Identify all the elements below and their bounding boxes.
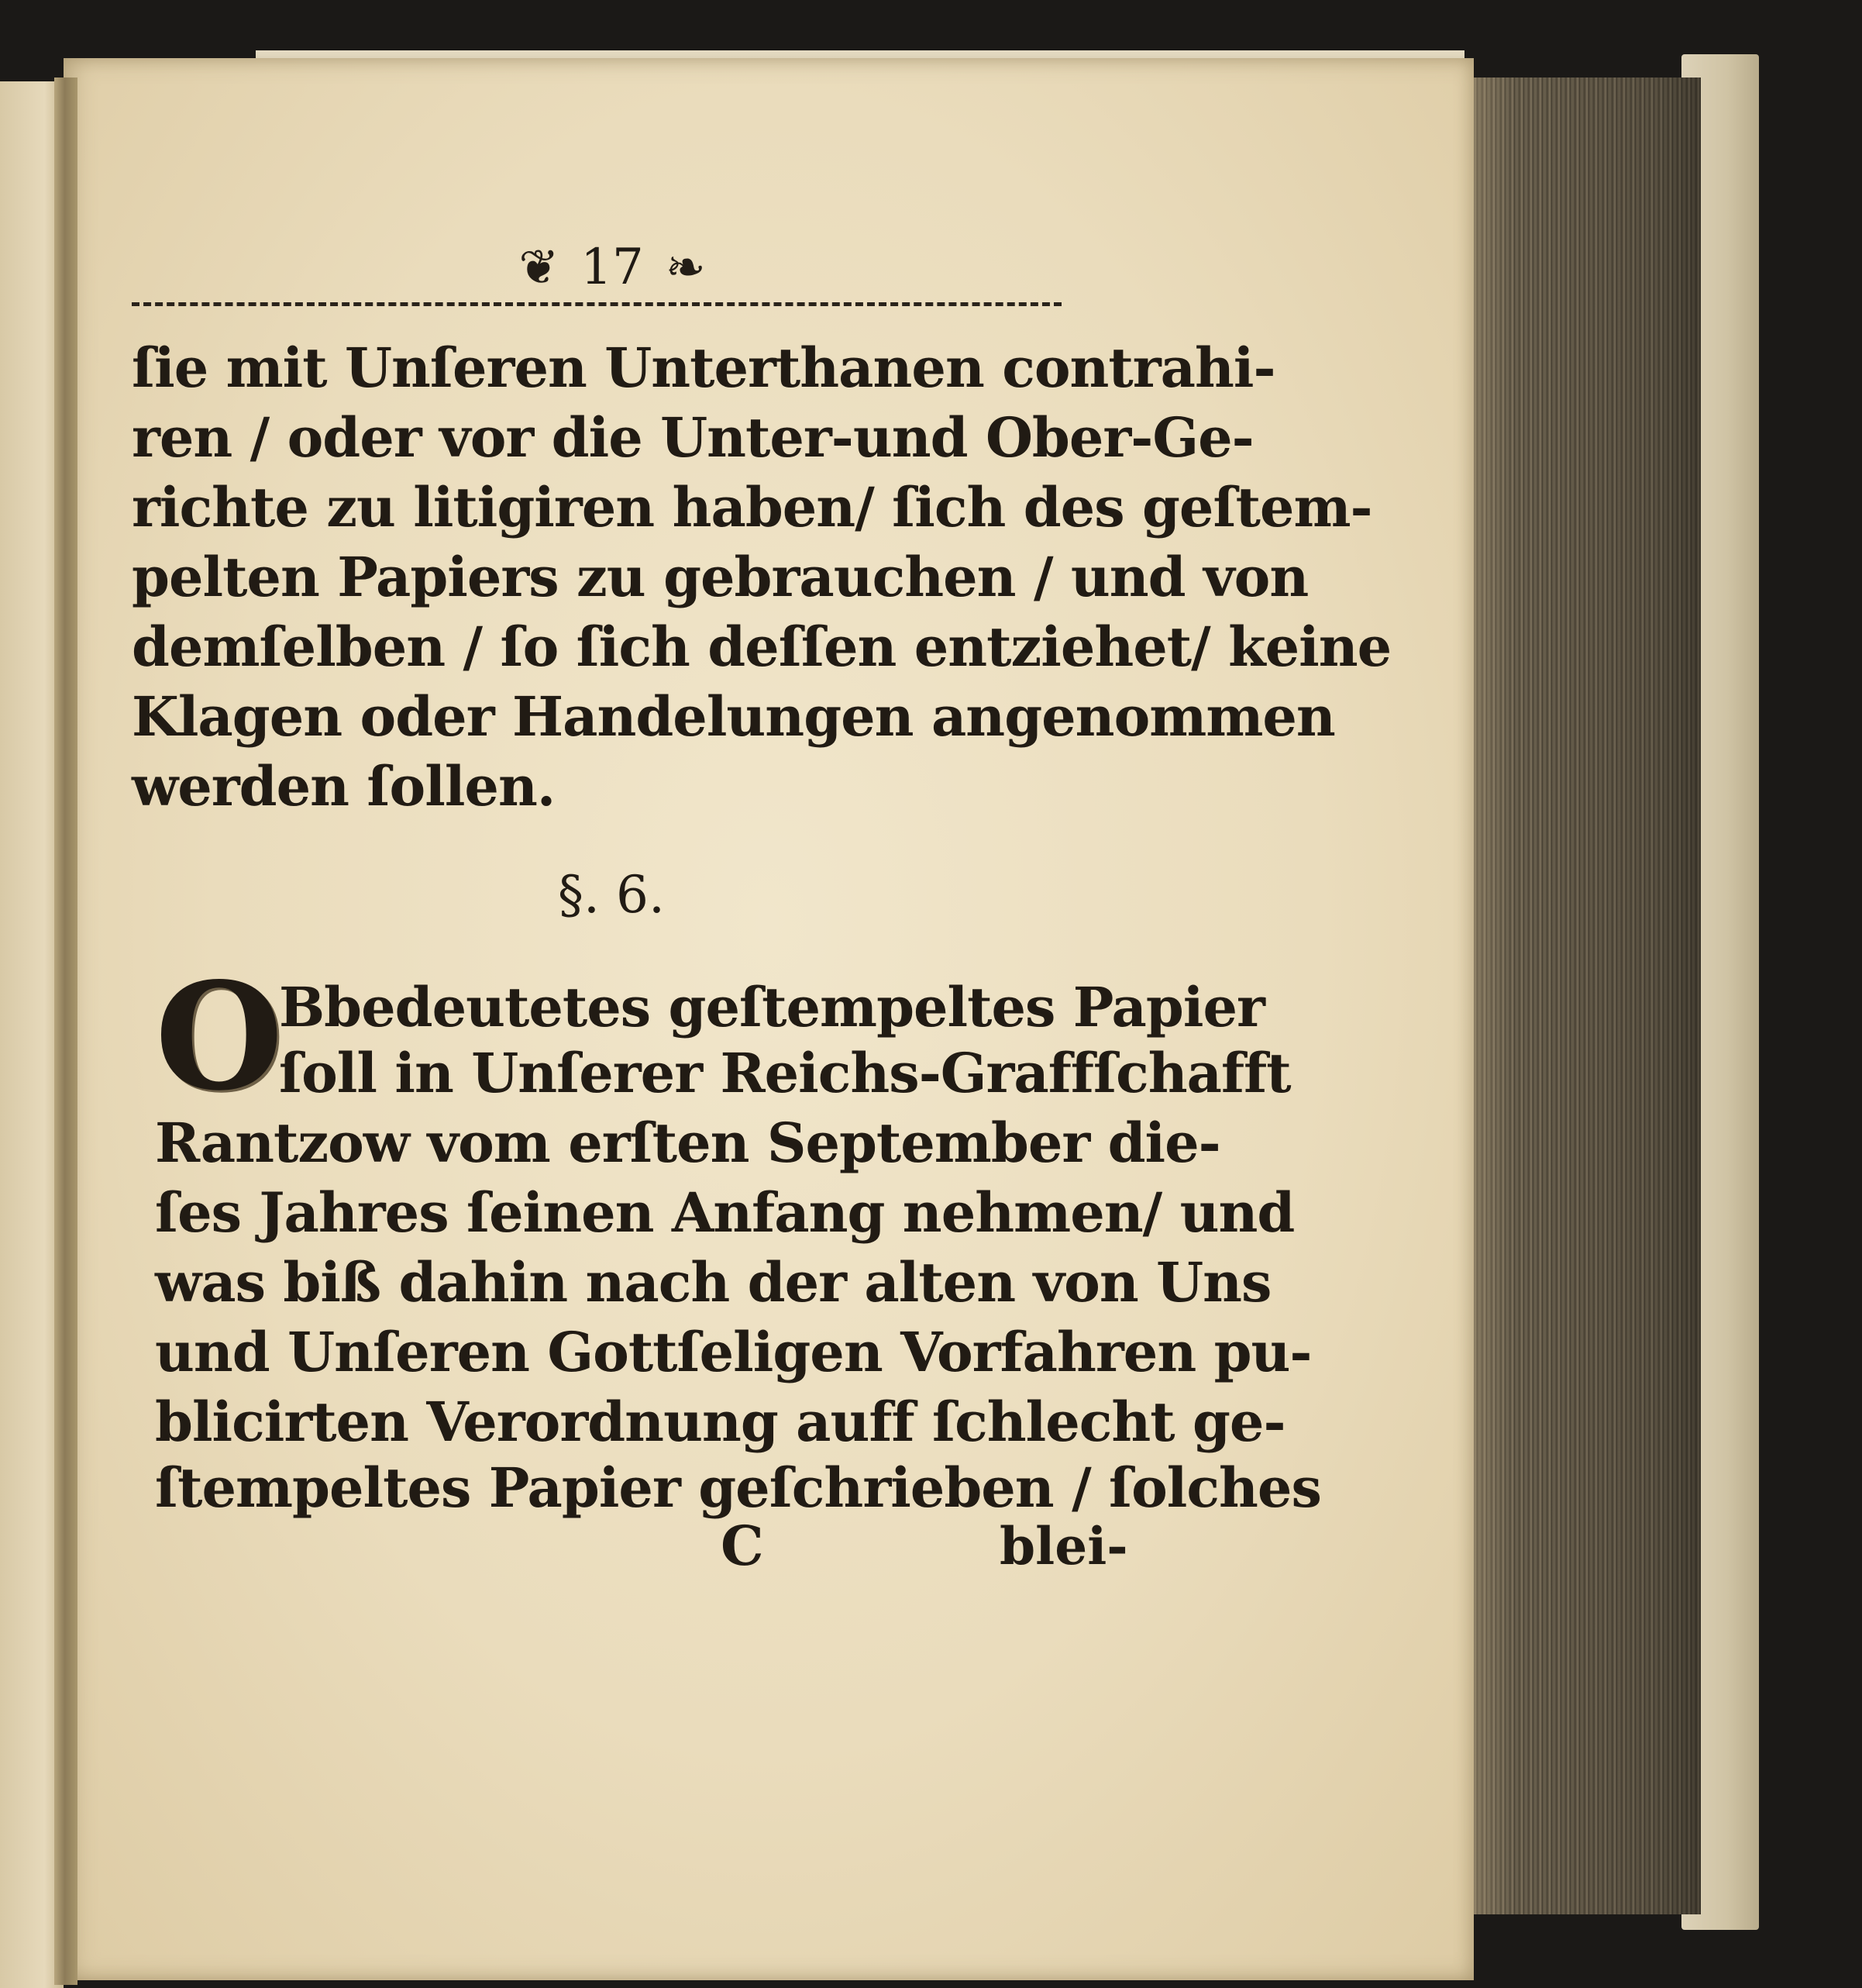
text-line: ſie mit Unſeren Unterthanen contrahi-: [132, 336, 1275, 400]
text-line: blicirten Verordnung auff ſchlecht ge-: [155, 1390, 1286, 1454]
text-line: Bbedeutetes geſtempeltes Papier: [279, 975, 1265, 1039]
text-line: richte zu litigiren haben/ ſich des geſtem-: [132, 475, 1372, 539]
text-line: Rantzow vom erſten September die-: [155, 1111, 1220, 1175]
text-line: ſtempeltes Papier geſchrieben / ſolches: [155, 1456, 1321, 1520]
section-heading: §. 6.: [558, 865, 665, 925]
page-edges-shade: [1468, 78, 1701, 1914]
signature-mark: C: [721, 1514, 764, 1578]
fleuron-right-icon: ❧: [665, 239, 706, 295]
text-line: werden ſollen.: [132, 754, 556, 818]
text-line: und Unſeren Gottſeligen Vorfahren pu-: [155, 1320, 1312, 1384]
text-line: pelten Papiers zu gebrauchen / und von: [132, 545, 1309, 609]
book-gutter: [54, 78, 77, 1985]
text-line: Klagen oder Handelungen angenommen: [132, 684, 1335, 749]
catchword: blei-: [1000, 1516, 1128, 1576]
page-header: [496, 236, 728, 298]
text-line: ren / oder vor die Unter-und Ober-Ge-: [132, 405, 1254, 470]
fleuron-left-icon: ❦: [518, 239, 559, 295]
text-line: ſes Jahres ſeinen Anfang nehmen/ und: [155, 1180, 1295, 1245]
text-line: demſelben / ſo ſich deſſen entziehet/ keine: [132, 615, 1392, 679]
drop-cap-initial: O: [155, 950, 284, 1123]
page-number: 17: [580, 239, 644, 296]
text-line: ſoll in Unſerer Reichs-Graffſchafft: [279, 1041, 1291, 1105]
text-line: was biß dahin nach der alten von Uns: [155, 1250, 1272, 1314]
header-rule: [132, 302, 1062, 311]
